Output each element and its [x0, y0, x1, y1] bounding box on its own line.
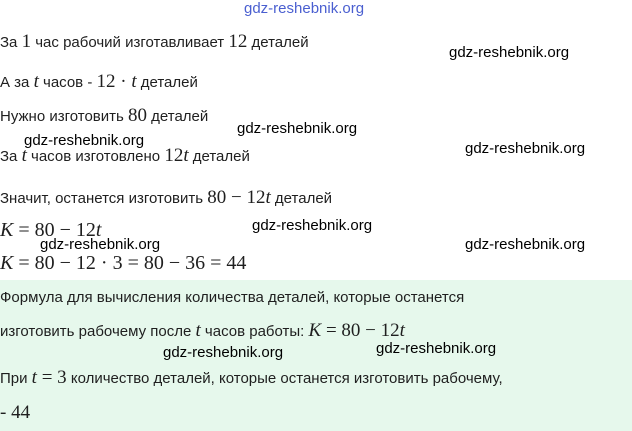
- math-variable: K: [0, 252, 14, 274]
- text: часов изготовлено: [26, 148, 165, 165]
- answer-line-2: [0, 321, 405, 342]
- math-variable: t: [21, 145, 27, 166]
- text: А за: [0, 74, 34, 91]
- text: Формула для вычисления количества деталей, которые останется: [0, 289, 465, 306]
- solution-line-1: [0, 32, 309, 53]
- solution-line-2: [0, 72, 198, 93]
- solution-line-5: [0, 188, 332, 209]
- math-variable: t: [195, 320, 201, 341]
- answer-line-3: [0, 368, 503, 389]
- text: часов работы:: [200, 323, 309, 340]
- text: За: [0, 148, 22, 165]
- text: За: [0, 34, 22, 51]
- math-variable: K: [308, 320, 322, 341]
- math-variable: t: [183, 145, 189, 166]
- math-expression: = 80 − 12: [13, 219, 96, 241]
- text: деталей: [247, 34, 309, 51]
- math-expression: = 80 − 12: [321, 320, 400, 341]
- watermark: gdz-reshebnik.org: [40, 236, 161, 253]
- math-number: 80: [127, 105, 147, 126]
- text: количество деталей, которые останется изготовить рабочему,: [66, 370, 503, 387]
- math-expression: = 3: [36, 367, 67, 388]
- math-expression: = 80 − 12 · 3 = 80 − 36 = 44: [13, 252, 247, 274]
- answer-value: - 44: [0, 402, 31, 423]
- watermark: gdz-reshebnik.org: [465, 236, 586, 253]
- text: изготовить рабочему после: [0, 323, 196, 340]
- math-variable: t: [265, 187, 271, 208]
- math-number: 12: [228, 31, 248, 52]
- text: деталей: [270, 190, 333, 207]
- text: деталей: [188, 148, 250, 165]
- watermark: gdz-reshebnik.org: [376, 340, 497, 357]
- watermark-top: gdz-reshebnik.org: [244, 0, 365, 17]
- answer-line-1: [0, 288, 464, 308]
- math-expression: 12 ·: [96, 71, 132, 92]
- answer-line-4: [0, 403, 30, 424]
- watermark: gdz-reshebnik.org: [465, 140, 586, 157]
- watermark: gdz-reshebnik.org: [449, 44, 570, 61]
- formula-2: [0, 252, 246, 274]
- watermark: gdz-reshebnik.org: [24, 132, 145, 149]
- text: При: [0, 370, 32, 387]
- text: деталей: [136, 74, 198, 91]
- text: часов -: [38, 74, 97, 91]
- math-number: 1: [21, 31, 32, 52]
- text: час рабочий изготавливает: [31, 34, 229, 51]
- text: Значит, останется изготовить: [0, 190, 208, 207]
- math-variable: t: [399, 320, 405, 341]
- math-variable: t: [131, 71, 137, 92]
- math-number: 12: [164, 145, 184, 166]
- math-variable: t: [33, 71, 39, 92]
- watermark: gdz-reshebnik.org: [237, 120, 358, 137]
- math-expression: 80 − 12: [207, 187, 266, 208]
- text: Нужно изготовить: [0, 108, 128, 125]
- watermark: gdz-reshebnik.org: [252, 217, 373, 234]
- solution-line-3: [0, 106, 208, 127]
- math-variable: t: [95, 219, 102, 241]
- watermark: gdz-reshebnik.org: [163, 344, 284, 361]
- math-variable: K: [0, 219, 14, 241]
- solution-line-4: [0, 146, 250, 167]
- text: деталей: [146, 108, 209, 125]
- math-variable: t: [31, 367, 37, 388]
- answer-block: [0, 280, 632, 431]
